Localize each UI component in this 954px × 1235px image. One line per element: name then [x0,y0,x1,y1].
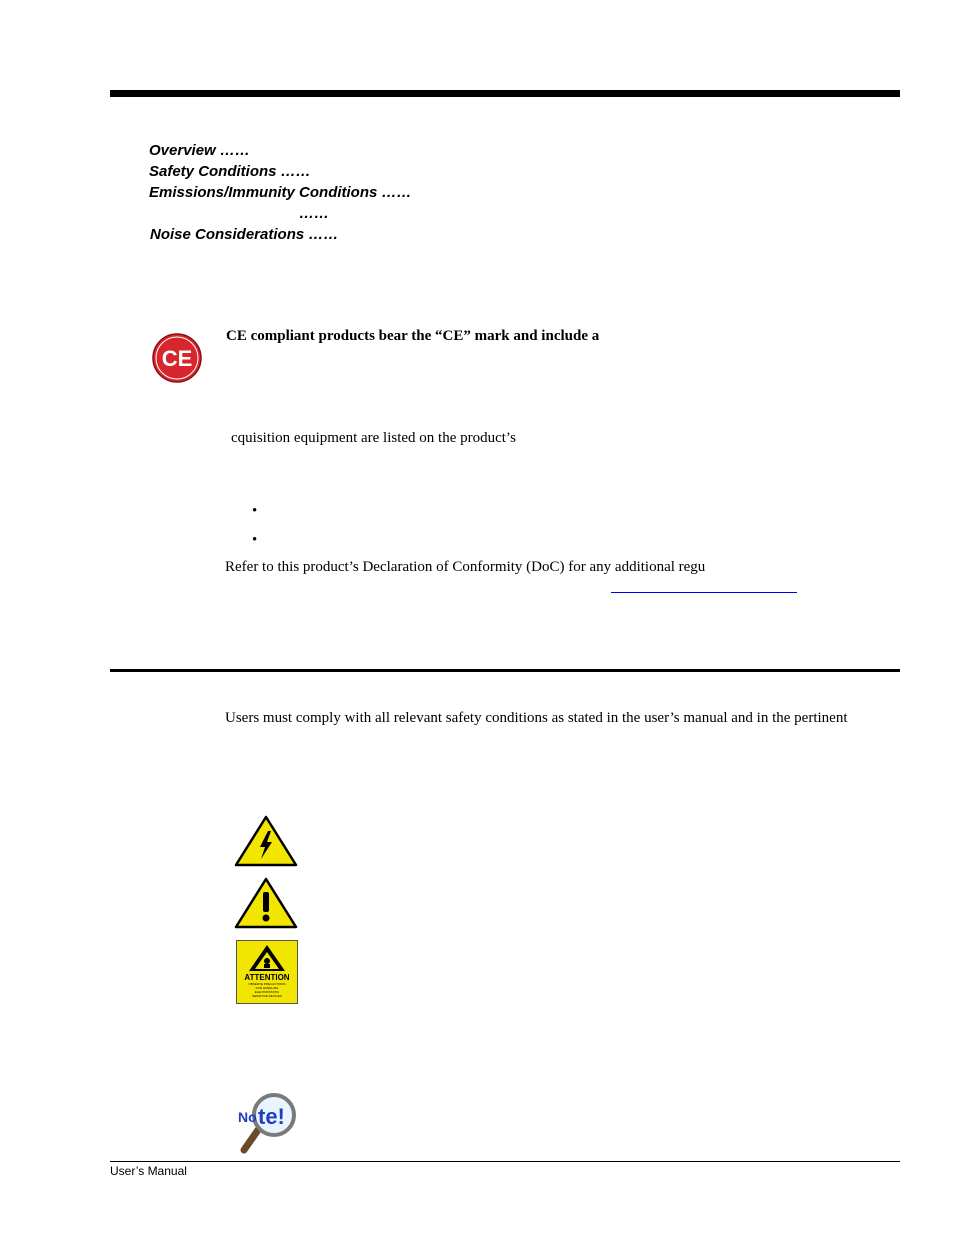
safety-intro-text: Users must comply with all relevant safety conditions as stated in the user’s manual and in the pertinent [225,710,848,726]
ce-intro-text: CE compliant products bear the “CE” mark and include a [226,328,600,344]
bullet-marker: • [252,532,258,548]
toc-item-overview[interactable]: Overview …… [149,142,250,159]
bullet-marker: • [252,503,258,519]
header-rule [110,90,900,97]
acquisition-text: cquisition equipment are listed on the product’s [231,430,516,446]
toc-item-safety-conditions[interactable]: Safety Conditions …… [149,163,311,180]
toc-item-blank[interactable]: …… [299,205,329,222]
esd-label-title: ATTENTION [244,973,290,982]
note-text-no: No [238,1109,257,1125]
esd-label-line: SENSITIVE DEVICES [252,994,282,998]
section-rule [110,669,900,672]
esd-label-line: OBSERVE PRECAUTIONS [248,982,286,986]
ce-mark-icon [152,333,202,383]
toc-item-noise-considerations[interactable]: Noise Considerations …… [150,226,339,243]
esd-attention-label-icon [236,940,298,1004]
esd-label-line: FOR HANDLING [255,986,279,990]
ce-mark-text: CE [161,346,193,371]
esd-label-line: ELECTROSTATIC [254,990,280,994]
note-text-te: te! [258,1104,285,1129]
note-magnifier-icon [236,1092,300,1154]
high-voltage-warning-icon [234,815,298,867]
hyperlink-underline[interactable] [611,592,797,593]
caution-warning-icon [234,877,298,929]
doc-reference-text: Refer to this product’s Declaration of Conformity (DoC) for any additional regu [225,559,706,575]
footer-label: User’s Manual [110,1164,187,1178]
footer-rule [110,1161,900,1162]
toc-item-emissions-immunity[interactable]: Emissions/Immunity Conditions …… [149,184,412,201]
